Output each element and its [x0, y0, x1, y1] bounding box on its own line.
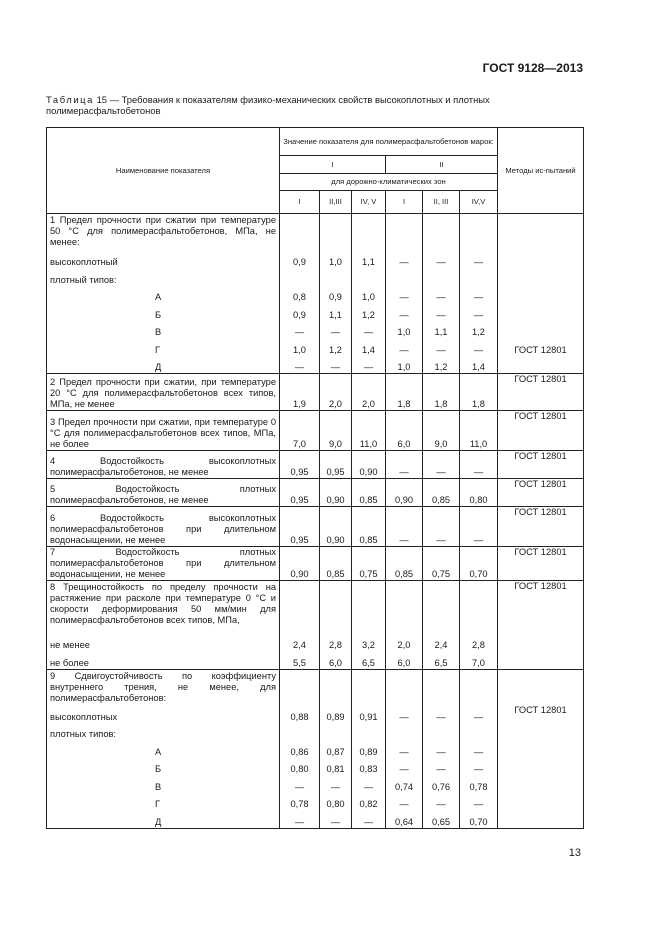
method-cell: ГОСТ 12801 — [498, 705, 584, 723]
table-row — [47, 321, 584, 339]
value-cell: 0,83 — [352, 758, 386, 776]
table-caption — [46, 94, 582, 116]
method-cell: ГОСТ 12801 — [498, 374, 584, 411]
zone-header: IV,V — [460, 191, 498, 214]
col-header-zones: для дорожно-климатических зон — [280, 174, 498, 191]
value-cell: 0,85 — [386, 547, 423, 581]
value-cell: 1,0 — [320, 251, 352, 269]
value-cell: 1,8 — [386, 374, 423, 411]
table-row — [47, 286, 584, 304]
page-number: 13 — [568, 847, 581, 859]
value-cell: — — [423, 286, 460, 304]
value-cell: — — [386, 451, 423, 479]
value-cell: 2,4 — [423, 634, 460, 652]
row-label: не менее — [47, 634, 280, 652]
value-cell: 0,9 — [280, 303, 320, 321]
value-cell: 7,0 — [460, 651, 498, 669]
value-cell: 1,9 — [280, 374, 320, 411]
table-row — [47, 411, 584, 451]
value-cell: 0,88 — [280, 705, 320, 723]
method-cell: ГОСТ 12801 — [498, 479, 584, 507]
value-cell: 0,90 — [320, 479, 352, 507]
value-cell: 0,85 — [423, 479, 460, 507]
value-cell: 2,4 — [280, 634, 320, 652]
value-cell: — — [386, 251, 423, 269]
standard-number: ГОСТ 9128—2013 — [482, 61, 583, 75]
value-cell: 9,0 — [320, 411, 352, 451]
zone-header: II, III — [423, 191, 460, 214]
value-cell: — — [423, 303, 460, 321]
row-label: В — [47, 321, 280, 339]
table-row — [47, 810, 584, 828]
value-cell: 0,90 — [352, 451, 386, 479]
col-header-value-group: Значение показателя для полимерасфальтобетонов марок: — [280, 128, 498, 156]
row-title: 9 Сдвигоустойчивость по коэффициенту внутреннего трения, не менее, для полимерасфальтобетонов: — [47, 669, 280, 705]
row-label: плотных типов: — [47, 723, 280, 741]
value-cell: — — [460, 705, 498, 723]
value-cell: 0,85 — [352, 507, 386, 547]
row-title: 4 Водостойкость высокоплотных полимерасфальтобетонов, не менее — [47, 451, 280, 479]
value-cell: — — [386, 758, 423, 776]
value-cell: — — [280, 775, 320, 793]
table-caption-text: 15 — Требования к показателям физико-механических свойств высокоплотных и плотных полимерасфальтобетонов — [46, 94, 490, 116]
col-header-grade-1: I — [280, 156, 386, 174]
method-cell: ГОСТ 12801 — [498, 411, 584, 451]
value-cell: — — [423, 507, 460, 547]
value-cell: 0,80 — [280, 758, 320, 776]
table-row — [47, 775, 584, 793]
value-cell: 1,1 — [352, 251, 386, 269]
value-cell: 0,90 — [320, 507, 352, 547]
value-cell: — — [460, 338, 498, 356]
value-cell: 0,87 — [320, 740, 352, 758]
table-row — [47, 547, 584, 581]
value-cell: 0,95 — [320, 451, 352, 479]
value-cell: 1,2 — [352, 303, 386, 321]
value-cell: — — [460, 758, 498, 776]
value-cell: 1,1 — [423, 321, 460, 339]
value-cell: 0,64 — [386, 810, 423, 828]
row-label: плотный типов: — [47, 268, 280, 286]
row-title: 7 Водостойкость плотных полимерасфальтобетонов при длительном водонасыщении, не менее — [47, 547, 280, 581]
table-row — [47, 740, 584, 758]
table-row — [47, 479, 584, 507]
value-cell: 0,74 — [386, 775, 423, 793]
value-cell: 0,89 — [352, 740, 386, 758]
value-cell: — — [423, 251, 460, 269]
zone-header: I — [386, 191, 423, 214]
col-header-name: Наименование показателя — [47, 128, 280, 214]
value-cell: — — [423, 705, 460, 723]
row-title: 3 Предел прочности при сжатии, при температуре 0 °С для полимерасфальтобетонов всех типов, МПа, не более — [47, 411, 280, 451]
value-cell: — — [280, 321, 320, 339]
value-cell: — — [386, 793, 423, 811]
row-label: А — [47, 740, 280, 758]
table-row — [47, 451, 584, 479]
table-row — [47, 651, 584, 669]
value-cell: 0,70 — [460, 810, 498, 828]
row-label: не более — [47, 651, 280, 669]
value-cell: 0,95 — [280, 479, 320, 507]
value-cell: 0,82 — [352, 793, 386, 811]
value-cell: 2,0 — [386, 634, 423, 652]
value-cell: 2,8 — [460, 634, 498, 652]
value-cell: 1,2 — [320, 338, 352, 356]
value-cell: 0,75 — [423, 547, 460, 581]
value-cell: 1,8 — [460, 374, 498, 411]
row-title: 6 Водостойкость высокоплотных полимерасфальтобетонов при длительном водонасыщении, не менее — [47, 507, 280, 547]
value-cell: — — [460, 740, 498, 758]
method-cell: ГОСТ 12801 — [498, 547, 584, 581]
value-cell: 9,0 — [423, 411, 460, 451]
table-row — [47, 303, 584, 321]
row-label: Б — [47, 303, 280, 321]
value-cell: — — [280, 810, 320, 828]
zone-header: II,III — [320, 191, 352, 214]
value-cell: 0,75 — [352, 547, 386, 581]
value-cell: 0,9 — [280, 251, 320, 269]
table-row — [47, 214, 584, 251]
value-cell: — — [386, 507, 423, 547]
value-cell: 0,89 — [320, 705, 352, 723]
value-cell: 1,8 — [423, 374, 460, 411]
requirements-table — [46, 127, 584, 829]
table-row — [47, 705, 584, 723]
method-cell: ГОСТ 12801 — [498, 507, 584, 547]
value-cell: 0,9 — [320, 286, 352, 304]
value-cell: 1,1 — [320, 303, 352, 321]
value-cell: — — [386, 303, 423, 321]
value-cell: 11,0 — [460, 411, 498, 451]
row-label: высокоплотный — [47, 251, 280, 269]
value-cell: — — [320, 356, 352, 374]
row-title: 5 Водостойкость плотных полимерасфальтобетонов, не менее — [47, 479, 280, 507]
table-row — [47, 356, 584, 374]
table-row — [47, 507, 584, 547]
table-row — [47, 634, 584, 652]
value-cell: 5,5 — [280, 651, 320, 669]
value-cell: 11,0 — [352, 411, 386, 451]
value-cell: 6,5 — [423, 651, 460, 669]
value-cell: 0,90 — [386, 479, 423, 507]
value-cell: 0,78 — [280, 793, 320, 811]
zone-header: I — [280, 191, 320, 214]
col-header-methods: Методы ис-пытаний — [498, 128, 584, 214]
value-cell: — — [460, 303, 498, 321]
value-cell: — — [352, 810, 386, 828]
value-cell: 1,0 — [386, 356, 423, 374]
value-cell: — — [460, 251, 498, 269]
table-caption-lead: Таблица — [46, 94, 94, 105]
value-cell: 0,95 — [280, 451, 320, 479]
table-row — [47, 669, 584, 705]
value-cell: — — [460, 793, 498, 811]
value-cell: 0,86 — [280, 740, 320, 758]
table-row — [47, 338, 584, 356]
value-cell: — — [320, 775, 352, 793]
row-title: 1 Предел прочности при сжатии при температуре 50 °С для полимерасфальтобетонов, МПа, не менее: — [47, 214, 280, 251]
value-cell: 1,2 — [460, 321, 498, 339]
value-cell: 6,0 — [386, 651, 423, 669]
table-row — [47, 581, 584, 634]
row-label: Г — [47, 338, 280, 356]
value-cell: — — [280, 356, 320, 374]
value-cell: 6,0 — [320, 651, 352, 669]
value-cell: — — [352, 356, 386, 374]
method-cell: ГОСТ 12801 — [498, 581, 584, 634]
value-cell: 2,8 — [320, 634, 352, 652]
row-title: 2 Предел прочности при сжатии, при температуре 20 °С для полимерасфальтобетонов всех типов, МПа, не менее — [47, 374, 280, 411]
value-cell: 6,5 — [352, 651, 386, 669]
value-cell: 0,80 — [460, 479, 498, 507]
row-label: Д — [47, 356, 280, 374]
value-cell: 0,8 — [280, 286, 320, 304]
value-cell: 0,70 — [460, 547, 498, 581]
value-cell: 1,4 — [460, 356, 498, 374]
value-cell: 0,78 — [460, 775, 498, 793]
row-label: В — [47, 775, 280, 793]
value-cell: — — [320, 810, 352, 828]
value-cell: 0,85 — [320, 547, 352, 581]
table-row — [47, 251, 584, 269]
row-label: А — [47, 286, 280, 304]
value-cell: 7,0 — [280, 411, 320, 451]
value-cell: — — [320, 321, 352, 339]
value-cell: — — [423, 338, 460, 356]
value-cell: 1,4 — [352, 338, 386, 356]
table-row — [47, 793, 584, 811]
value-cell: 0,91 — [352, 705, 386, 723]
value-cell: — — [386, 705, 423, 723]
table-row — [47, 268, 584, 286]
value-cell: 1,0 — [386, 321, 423, 339]
value-cell: — — [352, 321, 386, 339]
value-cell: — — [352, 775, 386, 793]
value-cell: 0,76 — [423, 775, 460, 793]
row-label: Г — [47, 793, 280, 811]
method-cell: ГОСТ 12801 — [498, 451, 584, 479]
value-cell: — — [423, 451, 460, 479]
value-cell: 2,0 — [320, 374, 352, 411]
value-cell: — — [423, 758, 460, 776]
value-cell: 0,95 — [280, 507, 320, 547]
table-row — [47, 374, 584, 411]
value-cell: 1,0 — [352, 286, 386, 304]
value-cell: 0,81 — [320, 758, 352, 776]
value-cell: — — [386, 338, 423, 356]
value-cell: — — [386, 740, 423, 758]
value-cell: 0,90 — [280, 547, 320, 581]
value-cell: 1,2 — [423, 356, 460, 374]
zone-header: IV, V — [352, 191, 386, 214]
value-cell: — — [460, 286, 498, 304]
value-cell: 6,0 — [386, 411, 423, 451]
row-label: Д — [47, 810, 280, 828]
value-cell: 1,0 — [280, 338, 320, 356]
value-cell: — — [423, 793, 460, 811]
table-row — [47, 723, 584, 741]
table-row — [47, 758, 584, 776]
value-cell: 0,65 — [423, 810, 460, 828]
col-header-grade-2: II — [386, 156, 498, 174]
value-cell: 0,85 — [352, 479, 386, 507]
value-cell: — — [460, 451, 498, 479]
row-title: 8 Трещиностойкость по пределу прочности на растяжение при расколе при температуре 0 °С и скорости деформирования 50 мм/мин для полимерасфальтобетонов всех типов, МПа, — [47, 581, 280, 634]
value-cell: — — [460, 507, 498, 547]
value-cell: — — [386, 286, 423, 304]
row-label: высокоплотных — [47, 705, 280, 723]
value-cell: 3,2 — [352, 634, 386, 652]
value-cell: 0,80 — [320, 793, 352, 811]
value-cell: 2,0 — [352, 374, 386, 411]
row-label: Б — [47, 758, 280, 776]
method-cell: ГОСТ 12801 — [498, 338, 584, 356]
value-cell: — — [423, 740, 460, 758]
